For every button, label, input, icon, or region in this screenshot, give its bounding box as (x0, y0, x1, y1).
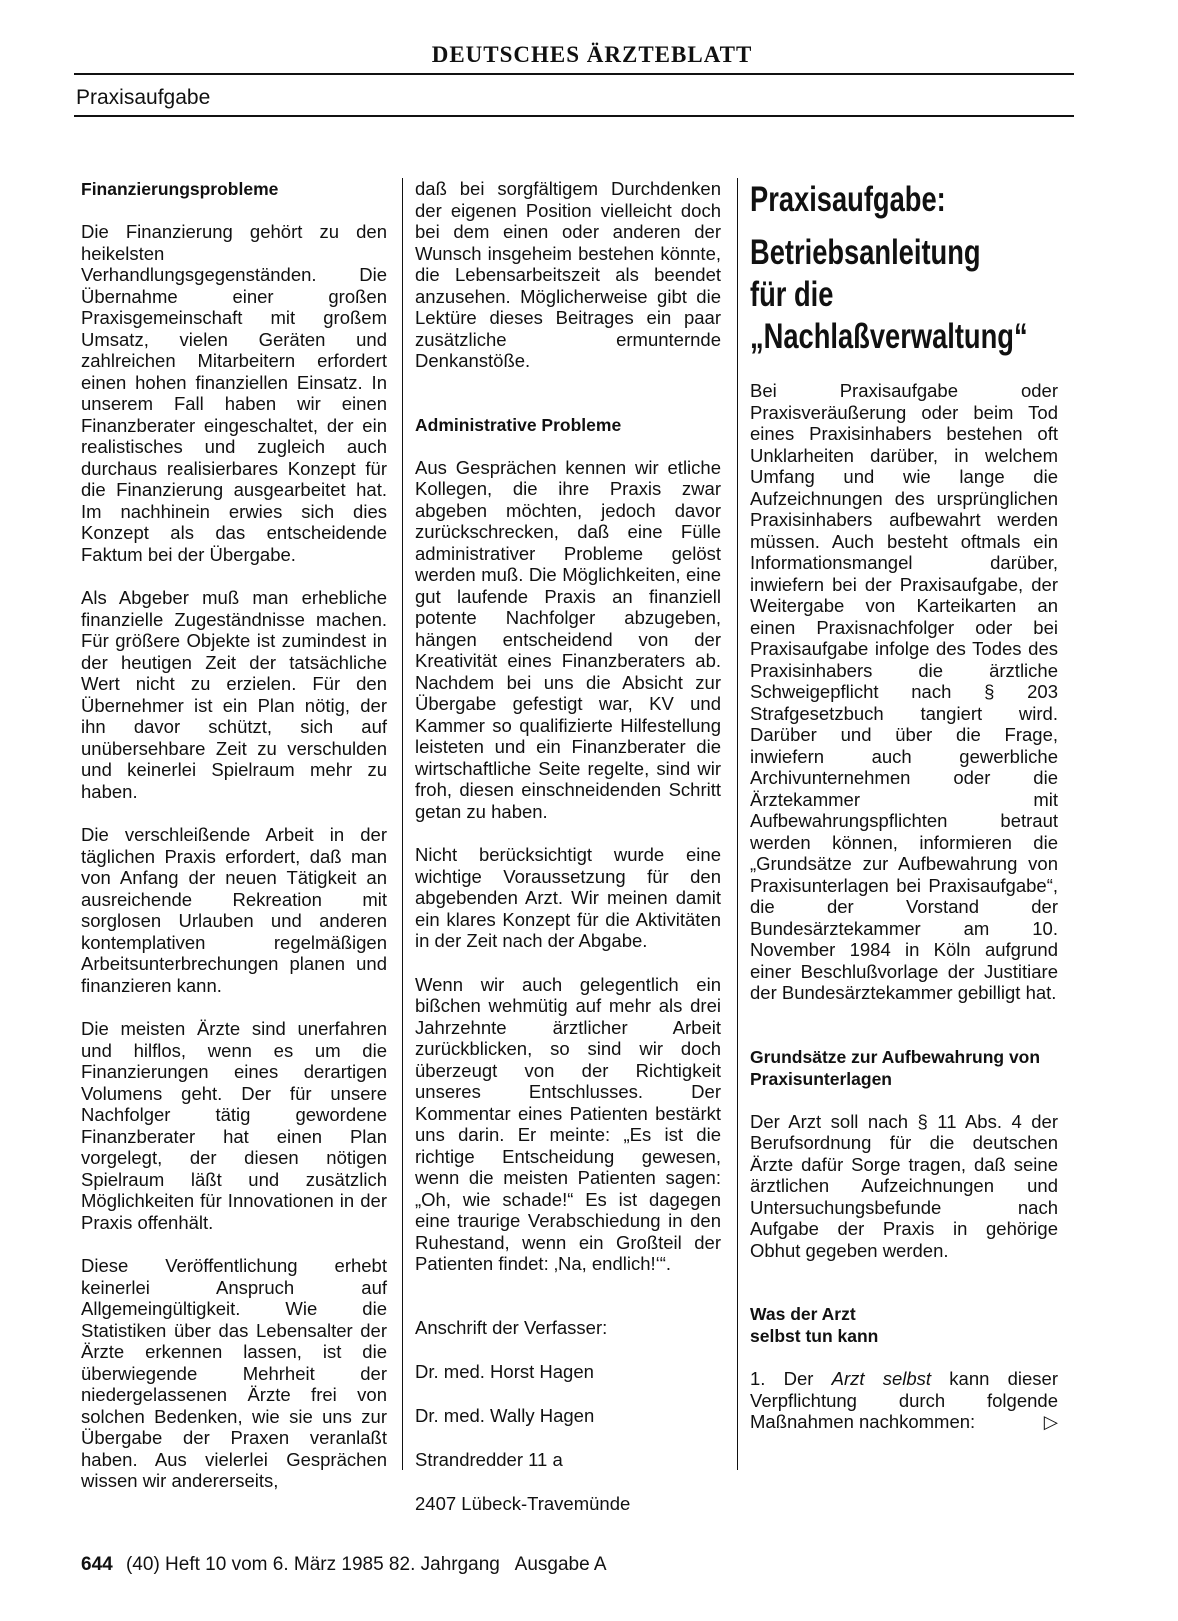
section-rule (74, 115, 1074, 117)
address-line: 2407 Lübeck-Travemünde (415, 1492, 631, 1514)
subtitle-line: Betriebsanleitung (750, 233, 981, 272)
address-line: Anschrift der Verfasser: (415, 1316, 608, 1338)
paragraph: Aus Gesprächen kennen wir etliche Kollegen, die ihre Praxis zwar abgeben möchten, jedoch davor zurückschrecken, daß eine Fülle administrativer Probleme gelöst werden muß. Die Möglichkeiten, eine gut laufende Praxis an finanziell potente Nachfolger abzugeben, hängen entscheidend von der Kreativität eines Finanzberaters ab. Nachdem bei uns die Absicht zur Übergabe gefestigt war, KV und Kammer so qualifizierte Hilfestellung leisteten und ein Finanzberater die wirtschaftliche Seite regelte, sind wir froh, diesen einschneidenden Schritt getan zu haben. (415, 456, 721, 822)
heading-administrative-probleme: Administrative Probleme (415, 414, 622, 435)
heading-finanzierungsprobleme: Finanzierungsprobleme (81, 179, 279, 199)
header-rule (74, 73, 1074, 75)
paragraph: Die meisten Ärzte sind unerfahren und hilflos, wenn es um die Finanzierungen eines derartigen Volumens geht. Der für unsere Nachfolger tätig gewordene Finanzberater hat einen Plan vorgelegt, der diesen nötigen Spielraum läßt und zusätzlich Möglichkeiten für Innovationen in der Praxis offenhält. (81, 1018, 387, 1233)
paragraph: Die Finanzierung gehört zu den heikelsten Verhandlungsgegenständen. Die Übernahme einer großen Praxisgemeinschaft mit großem Umsatz, vielen Geräten und zahlreichen Mitarbeitern erfordert einen hohen finanziellen Einsatz. In unserem Fall haben wir einen Finanzberater eingeschaltet, der ein realistisches und zugleich auch durchaus realisierbares Konzept für die Finanzierung ausgearbeitet hat. Im nachhinein erwies sich dies Konzept als das entscheidende Faktum bei der Übergabe. (81, 221, 387, 565)
paragraph: Nicht berücksichtigt wurde eine wichtige Voraussetzung für den abgebenden Arzt. Wir meinen damit ein klares Konzept für die Aktivitäten in der Zeit nach der Abgabe. (415, 844, 721, 951)
address-line: Strandredder 11 a (415, 1448, 563, 1470)
article-subtitle (750, 232, 1028, 358)
page-footer (81, 1554, 607, 1576)
heading-grundsaetze: Grundsätze zur Aufbewahrung von Praxisunterlagen (750, 1046, 1041, 1089)
address-line: Dr. med. Horst Hagen (415, 1360, 594, 1382)
paragraph: Die verschleißende Arbeit in der täglichen Praxis erfordert, daß man von Anfang der neuen Tätigkeit an ausreichende Rekreation mit sorglosen Urlauben und anderen kontemplativen regelmäßigen Arbeitsunterbrechungen planen und finanzieren kann. (81, 824, 387, 996)
masthead: DEUTSCHES ÄRZTEBLATT (431, 42, 753, 67)
heading-was-der-arzt (750, 1303, 1058, 1347)
column-1 (81, 178, 387, 1492)
subtitle-line: für die (750, 275, 834, 314)
text-run: 1. Der (750, 1368, 814, 1389)
paragraph: Der Arzt soll nach § 11 Abs. 4 der Berufsordnung für die deutschen Ärzte dafür Sorge tragen, daß seine ärztlichen Aufzeichnungen und Untersuchungsbefunde nach Aufgabe der Praxis in gehörige Obhut gegeben werden. (750, 1110, 1058, 1261)
subtitle-line: „Nachlaßverwaltung“ (750, 317, 1028, 356)
heading-line: Was der Arzt (750, 1304, 856, 1324)
column-divider (737, 178, 738, 1470)
issue-info: (40) Heft 10 vom 6. März 1985 82. Jahrgang Ausgabe A (125, 1554, 607, 1575)
continue-arrow-icon: ▷ (1043, 1411, 1058, 1432)
author-address (415, 1317, 721, 1515)
paragraph: Wenn wir auch gelegentlich ein bißchen wehmütig auf mehr als drei Jahrzehnte ärztlicher Arbeit zurückblicken, so sind wir doch überzeugt von der Richtigkeit unseres Entschlusses. Der Kommentar eines Patienten bestärkt uns darin. Er meinte: „Es ist die richtige Entscheidung gewesen, wenn die meisten Patienten sagen: „Oh, wie schade!“ Es ist dagegen eine traurige Verabschiedung in den Ruhestand, wenn ein Großteil der Patienten findet: ‚Na, endlich!‘“. (415, 973, 721, 1274)
page-number: 644 (81, 1554, 113, 1575)
address-line: Dr. med. Wally Hagen (415, 1404, 595, 1426)
article-title: Praxisaufgabe: (750, 180, 946, 219)
paragraph: Diese Veröffentlichung erhebt keinerlei Anspruch auf Allgemeingültigkeit. Wie die Statistiken über das Lebensalter der Ärzte erkennen lassen, ist die überwiegende Mehrheit der niedergelassenen Ärzte frei von solchen Bedenken, wie sie uns zur Übergabe der Praxen veranlaßt haben. Aus vielerlei Gesprächen wissen wir andererseits, (81, 1255, 387, 1491)
column-divider (402, 178, 403, 1470)
text-run: kann dieser Verpflichtung durch folgende Maßnahmen nachkommen: (750, 1368, 1058, 1432)
paragraph: Als Abgeber muß man erhebliche finanzielle Zugeständnisse machen. Für größere Objekte ist zumindest in der heutigen Zeit der tatsächliche Wert nicht zu erzielen. Für den Übernehmer ist ein Plan nötig, der ihn davor schützt, sich auf unübersehbare Zeit zu verschulden und keinerlei Spielraum mehr zu haben. (81, 587, 387, 802)
column-3 (750, 178, 1058, 1433)
section-label: Praxisaufgabe (76, 86, 211, 109)
heading-line: selbst tun kann (750, 1326, 879, 1346)
paragraph (750, 1368, 1058, 1433)
emphasis: Arzt selbst (831, 1368, 932, 1389)
intro-paragraph: Bei Praxisaufgabe oder Praxisveräußerung oder beim Tod eines Praxisinhabers bestehen oft Unklarheiten darüber, in welchem Umfang und wie lange die Aufzeichnungen des ursprünglichen Praxisinhabers aufbewahrt werden müssen. Auch besteht oftmals ein Informationsmangel darüber, inwiefern bei der Praxisaufgabe, der Weitergabe von Karteikarten an einen Praxisnachfolger oder bei Praxisaufgabe infolge des Todes des Praxisinhabers die ärztliche Schweigepflicht nach § 203 Strafgesetzbuch tangiert wird. Darüber und über die Frage, inwiefern auch gewerbliche Archivunternehmen oder die Ärztekammer mit Aufbewahrungspflichten betraut werden können, informieren die „Grundsätze zur Aufbewahrung von Praxisunterlagen bei Praxisaufgabe“, die der Vorstand der Bundesärztekammer am 10. November 1984 in Köln aufgrund einer Beschlußvorlage der Justitiare der Bundesärztekammer gebilligt hat. (750, 380, 1058, 1003)
paragraph: daß bei sorgfältigem Durchdenken der eigenen Position vielleicht doch bei dem einen oder anderen der Wunsch insgeheim bestehen könnte, die Lebensarbeitszeit als beendet anzusehen. Möglicherweise gibt die Lektüre dieses Beitrages ein paar zusätzliche ermunternde Denkanstöße. (415, 178, 721, 371)
column-2 (415, 178, 721, 1537)
